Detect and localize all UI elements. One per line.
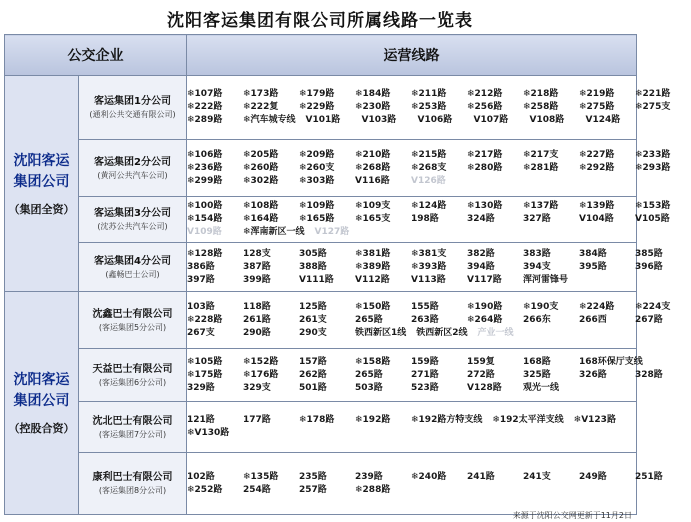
route-item: 产业一线: [477, 327, 514, 338]
route-item: 265路: [355, 314, 383, 325]
route-item: 159复: [467, 356, 495, 367]
route-item: ❄173路: [243, 89, 279, 99]
route-item: V104路: [579, 214, 614, 224]
company-subtitle: (客运集团7分公司): [98, 429, 167, 439]
route-item: 290路: [243, 327, 271, 338]
route-item: 266西: [579, 314, 607, 325]
route-item: ❄275支: [635, 102, 671, 112]
route-line: [187, 261, 663, 274]
routes-table: [4, 34, 671, 515]
company-row: [5, 197, 637, 243]
route-item: 266东: [523, 314, 551, 325]
route-item: V117路: [467, 274, 502, 285]
route-item: ❄139路: [579, 201, 615, 211]
route-item: V112路: [355, 274, 390, 285]
route-item: 329路: [187, 382, 215, 393]
route-item: ❄217支: [523, 149, 559, 160]
route-item: ❄233路: [635, 149, 671, 160]
route-item: 324路: [467, 214, 495, 224]
route-item: ❄154路: [187, 214, 223, 224]
route-item: ❄158路: [355, 356, 391, 367]
route-item: 168环保厅支线: [579, 356, 643, 367]
route-item: ❄217路: [467, 149, 503, 160]
route-item: ❄106路: [187, 149, 223, 160]
route-item: ❄105路: [187, 356, 223, 367]
route-item: ❄268路: [355, 162, 391, 173]
routes-cell: [187, 349, 663, 402]
route-item: ❄128路: [187, 248, 223, 259]
company-row: [5, 243, 637, 292]
route-item: ❄175路: [187, 369, 223, 380]
route-item: V103路: [361, 115, 397, 125]
route-line: [187, 162, 671, 175]
route-item: ❄100路: [187, 201, 223, 211]
route-item: ❄V130路: [187, 428, 230, 438]
route-item: ❄211路: [411, 89, 447, 99]
route-item: 249路: [579, 471, 607, 482]
route-item: 257路: [299, 484, 327, 495]
company-cell: [79, 243, 187, 292]
route-item: ❄215路: [411, 149, 447, 160]
route-item: 239路: [355, 471, 383, 482]
company-cell: [79, 197, 187, 243]
route-item: ❄176路: [243, 369, 279, 380]
route-item: 395路: [579, 261, 607, 272]
route-line: [187, 314, 663, 327]
routes-header: 运营线路: [187, 35, 637, 76]
company-row: [5, 76, 637, 140]
route-item: 观光一线: [523, 382, 560, 393]
company-row: [5, 349, 637, 402]
group-name-line: 集团公司: [13, 393, 70, 409]
route-item: ❄192路方特支线: [411, 415, 483, 425]
route-item: ❄150路: [355, 301, 391, 312]
route-item: ❄228路: [187, 314, 223, 325]
routes-cell: [187, 140, 671, 197]
header-row: [5, 35, 637, 76]
group-name-line: 沈阳客运: [13, 152, 70, 169]
route-item: ❄236路: [187, 162, 223, 173]
route-item: ❄268支: [411, 162, 447, 173]
route-line: [187, 149, 671, 162]
route-item: ❄230路: [355, 102, 391, 112]
route-item: 501路: [299, 382, 327, 393]
route-item: 396路: [635, 261, 663, 272]
route-item: 267路: [635, 314, 663, 325]
group-type: （控股合资）: [8, 422, 75, 435]
route-item: ❄184路: [355, 89, 391, 99]
route-item: ❄178路: [299, 415, 335, 425]
route-item: ❄124路: [411, 201, 447, 211]
routes-cell: [187, 292, 671, 349]
route-item: ❄153路: [635, 201, 671, 211]
route-item: ❄288路: [355, 484, 391, 495]
route-item: ❄209路: [299, 149, 335, 160]
route-item: V116路: [355, 175, 390, 186]
route-item: ❄212路: [467, 89, 503, 99]
route-item: ❄107路: [187, 89, 223, 99]
route-item: ❄222路: [187, 102, 223, 112]
route-item: 383路: [523, 248, 551, 259]
route-item: ❄393路: [411, 261, 447, 272]
route-item: 397路: [187, 274, 215, 285]
route-item: ❄293路: [635, 162, 671, 173]
route-item: ❄190路: [467, 301, 503, 312]
route-item: 157路: [299, 356, 327, 367]
route-item: V109路: [187, 227, 222, 237]
route-item: ❄108路: [243, 201, 279, 211]
company-cell: [79, 402, 187, 453]
company-name: 沈鑫巴士有限公司: [92, 308, 173, 320]
route-item: 254路: [243, 484, 271, 495]
route-item: 铁西新区1线: [355, 327, 407, 338]
route-item: 328路: [635, 369, 663, 380]
route-item: 浑河雷锋号: [523, 274, 569, 285]
route-item: ❄V123路: [573, 415, 616, 425]
route-item: ❄281路: [523, 162, 559, 173]
company-name: 客运集团4分公司: [94, 255, 171, 267]
route-item: ❄240路: [411, 471, 447, 482]
route-item: 326路: [579, 369, 607, 380]
route-item: ❄汽车城专线: [243, 115, 296, 125]
route-item: 251路: [635, 471, 663, 482]
company-subtitle: (客运集团6分公司): [98, 377, 167, 387]
route-item: V111路: [299, 274, 334, 285]
route-item: 118路: [243, 301, 271, 312]
route-item: ❄192路: [355, 415, 391, 425]
route-item: 382路: [467, 248, 495, 259]
company-row: [5, 292, 637, 349]
route-item: 387路: [243, 261, 271, 272]
route-item: V127路: [314, 227, 350, 237]
route-item: ❄275路: [579, 102, 615, 112]
route-item: ❄222复: [243, 102, 279, 112]
route-item: 261支: [299, 314, 327, 325]
route-item: 铁西新区2线: [416, 327, 468, 338]
route-item: ❄130路: [467, 201, 503, 211]
route-item: ❄224支: [635, 301, 671, 312]
route-item: 155路: [411, 301, 439, 312]
route-line: [187, 88, 671, 101]
route-item: ❄303路: [299, 175, 335, 186]
route-item: ❄280路: [467, 162, 503, 173]
route-item: 267支: [187, 327, 215, 338]
route-item: ❄135路: [243, 471, 279, 482]
company-name: 客运集团1分公司: [94, 96, 171, 107]
route-item: ❄218路: [523, 89, 559, 99]
route-item: ❄299路: [187, 175, 223, 186]
route-line: [187, 175, 636, 188]
route-item: 235路: [299, 471, 327, 482]
company-row: [5, 402, 637, 453]
route-item: ❄260支: [299, 162, 335, 173]
route-item: ❄224路: [579, 301, 615, 312]
route-item: ❄179路: [299, 89, 335, 99]
route-item: 329支: [243, 382, 271, 393]
company-name: 客运集团2分公司: [94, 156, 171, 168]
group-type: （集团全资）: [8, 202, 75, 216]
route-item: 503路: [355, 382, 383, 393]
route-item: ❄258路: [523, 102, 559, 112]
route-item: ❄253路: [411, 102, 447, 112]
company-subtitle: (沈苏公共汽车公司): [97, 222, 168, 231]
route-line: [187, 471, 663, 484]
route-item: V105路: [635, 214, 670, 224]
route-item: 386路: [187, 261, 215, 272]
route-line: [187, 356, 643, 369]
route-line: [187, 369, 663, 382]
route-item: ❄219路: [579, 89, 615, 99]
route-item: ❄152路: [243, 356, 279, 367]
route-line: [187, 382, 636, 395]
company-subtitle: (客运集团8分公司): [98, 486, 167, 495]
route-line: [187, 427, 636, 440]
route-line: [187, 327, 636, 340]
route-line: [187, 484, 636, 497]
route-item: 399路: [243, 274, 271, 285]
route-item: 305路: [299, 248, 327, 259]
route-line: [187, 301, 671, 314]
route-item: ❄264路: [467, 314, 503, 325]
route-item: ❄190支: [523, 301, 559, 312]
route-item: 241支: [523, 471, 551, 482]
routes-cell: [187, 453, 663, 515]
route-line: [187, 213, 670, 226]
route-item: ❄210路: [355, 149, 391, 160]
route-item: 177路: [243, 415, 271, 425]
route-line: [187, 200, 671, 213]
company-header: 公交企业: [5, 35, 187, 76]
route-item: ❄289路: [187, 115, 223, 125]
route-item: V126路: [411, 175, 446, 186]
route-item: ❄292路: [579, 162, 615, 173]
route-item: ❄205路: [243, 149, 279, 160]
company-cell: [79, 76, 187, 140]
route-item: 103路: [187, 301, 215, 312]
routes-cell: [187, 402, 637, 453]
route-item: ❄252路: [187, 484, 223, 495]
route-item: V107路: [473, 115, 509, 125]
route-line: [187, 274, 636, 287]
company-subtitle: (客运集团5分公司): [98, 322, 167, 332]
company-subtitle: (通利公共交通有限公司): [89, 110, 176, 119]
route-item: ❄192太平洋支线: [492, 415, 564, 425]
route-item: ❄165路: [299, 214, 335, 224]
route-item: 265路: [355, 369, 383, 380]
route-line: [187, 114, 636, 127]
route-line: [187, 414, 636, 427]
group-name-line: 集团公司: [13, 173, 70, 190]
route-item: V128路: [467, 382, 502, 393]
company-name: 天益巴士有限公司: [92, 363, 173, 375]
route-item: ❄137路: [523, 201, 559, 211]
company-name: 康利巴士有限公司: [92, 472, 173, 483]
route-item: V124路: [585, 115, 621, 125]
route-item: 198路: [411, 214, 439, 224]
route-item: ❄260路: [243, 162, 279, 173]
routes-cell: [187, 197, 671, 243]
route-item: 159路: [411, 356, 439, 367]
page-title: 沈阳客运集团有限公司所属线路一览表: [167, 11, 473, 31]
route-item: ❄109支: [355, 201, 391, 211]
route-item: ❄302路: [243, 175, 279, 186]
group-cell: [5, 76, 79, 292]
company-row: [5, 140, 637, 197]
company-name: 沈北巴士有限公司: [92, 415, 173, 427]
route-item: ❄381支: [411, 248, 447, 259]
route-item: 241路: [467, 471, 495, 482]
route-item: ❄109路: [299, 201, 335, 211]
route-item: 125路: [299, 301, 327, 312]
route-item: 327路: [523, 214, 551, 224]
route-item: 290支: [299, 327, 327, 338]
route-item: ❄165支: [355, 214, 391, 224]
route-item: 121路: [187, 415, 215, 425]
route-item: 261路: [243, 314, 271, 325]
route-item: 394路: [467, 261, 495, 272]
route-item: ❄381路: [355, 248, 391, 259]
company-row: [5, 453, 637, 515]
company-cell: [79, 349, 187, 402]
routes-cell: [187, 243, 663, 292]
route-item: ❄164路: [243, 214, 279, 224]
route-item: 384路: [579, 248, 607, 259]
route-item: 385路: [635, 248, 663, 259]
source-footer: 来源于沈阳公交网更新于11月2日: [512, 511, 632, 520]
company-name: 客运集团3分公司: [94, 208, 171, 219]
route-item: V113路: [411, 274, 446, 285]
route-item: 394支: [523, 261, 551, 272]
route-item: 272路: [467, 369, 495, 380]
route-item: 325路: [523, 369, 551, 380]
route-item: 102路: [187, 471, 215, 482]
group-cell: [5, 292, 79, 515]
company-cell: [79, 140, 187, 197]
route-item: 262路: [299, 369, 327, 380]
route-item: V101路: [305, 115, 341, 125]
company-subtitle: (黄河公共汽车公司): [97, 170, 168, 180]
route-item: 263路: [411, 314, 439, 325]
route-item: ❄221路: [635, 89, 671, 99]
company-cell: [79, 292, 187, 349]
group-name-line: 沈阳客运: [13, 372, 70, 388]
route-item: 128支: [243, 248, 271, 259]
route-item: ❄256路: [467, 102, 503, 112]
route-line: [187, 101, 671, 114]
route-item: 168路: [523, 356, 551, 367]
route-item: 523路: [411, 382, 439, 393]
company-subtitle: (鑫畅巴士公司): [105, 269, 160, 279]
routes-cell: [187, 76, 671, 140]
route-item: ❄浑南新区一线: [243, 227, 305, 237]
route-line: [187, 226, 636, 239]
route-line: [187, 248, 663, 261]
route-item: V106路: [417, 115, 453, 125]
route-item: ❄229路: [299, 102, 335, 112]
company-cell: [79, 453, 187, 515]
route-item: 388路: [299, 261, 327, 272]
route-item: ❄389路: [355, 261, 391, 272]
route-item: V108路: [529, 115, 565, 125]
route-item: ❄227路: [579, 149, 615, 160]
route-item: 271路: [411, 369, 439, 380]
